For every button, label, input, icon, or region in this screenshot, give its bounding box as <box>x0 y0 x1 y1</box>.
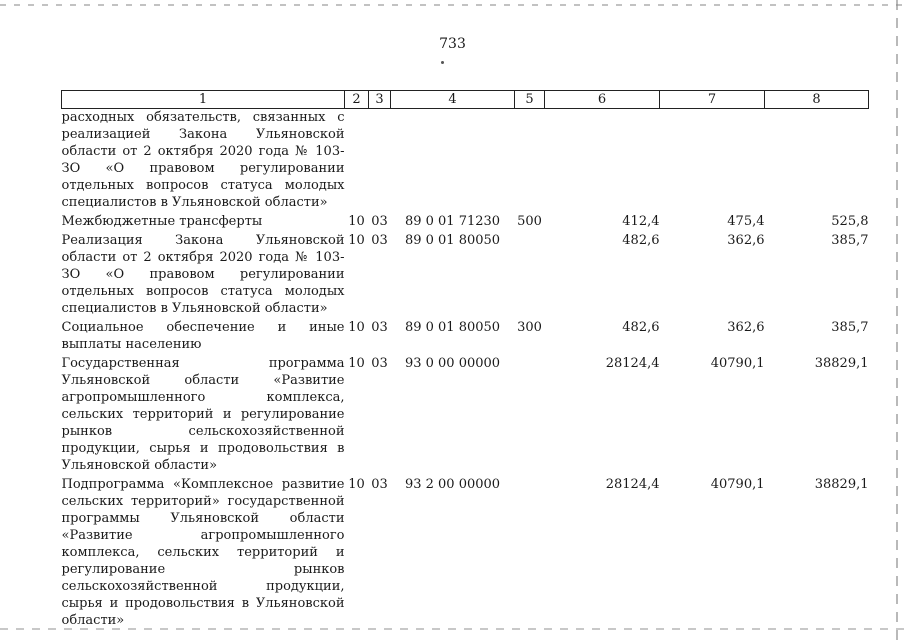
row-value-col8 <box>765 109 869 214</box>
row-section: 10 <box>348 320 365 335</box>
row-expense-type: 300 <box>517 320 542 335</box>
row-expense-type <box>515 476 545 629</box>
row-subsection: 03 <box>371 320 388 335</box>
row-expense-type <box>515 355 545 476</box>
row-name: Межбюджетные трансферты <box>61 214 263 229</box>
header-col-8: 8 <box>765 91 869 109</box>
row-section: 10 <box>348 214 365 229</box>
scan-edge-top <box>0 4 905 6</box>
table-row <box>62 109 869 214</box>
row-value-col8: 38829,1 <box>814 477 869 492</box>
row-value-col7: 362,6 <box>727 320 765 335</box>
row-value-col7: 40790,1 <box>710 477 765 492</box>
row-name: Подпрограмма «Комплексное развитие сельских территорий» государственной программы Ульяновской области «Развитие агропромышленного комплекса, сельских территорий и регулирование рынков сельскохозяйственной продукции, сырья и продовольствия в Ульяновской области» <box>61 477 345 628</box>
header-col-6: 6 <box>545 91 660 109</box>
row-expense-type <box>515 109 545 214</box>
header-col-5: 5 <box>515 91 545 109</box>
row-value-col8: 385,7 <box>831 233 869 248</box>
row-value-col7 <box>660 109 765 214</box>
row-value-col8: 385,7 <box>831 320 869 335</box>
row-subsection: 03 <box>371 356 388 371</box>
row-value-col6: 28124,4 <box>605 477 660 492</box>
header-col-7: 7 <box>660 91 765 109</box>
row-target-code: 89 0 01 80050 <box>404 233 501 248</box>
table-row <box>62 319 869 355</box>
row-subsection <box>369 109 391 214</box>
table-row <box>62 476 869 629</box>
row-target-code: 93 2 00 00000 <box>404 477 501 492</box>
scan-speck <box>441 61 444 64</box>
row-value-col8: 525,8 <box>831 214 869 229</box>
header-col-2: 2 <box>345 91 369 109</box>
row-value-col6: 28124,4 <box>605 356 660 371</box>
row-value-col7: 40790,1 <box>710 356 765 371</box>
row-section: 10 <box>348 477 365 492</box>
table-header-row <box>62 91 869 109</box>
page-number: 733 <box>439 36 466 52</box>
scan-edge-right <box>896 0 898 640</box>
table-row <box>62 232 869 319</box>
header-col-1: 1 <box>62 91 345 109</box>
row-section <box>345 109 369 214</box>
row-expense-type: 500 <box>517 214 542 229</box>
row-value-col6: 412,4 <box>622 214 660 229</box>
row-target-code: 93 0 00 00000 <box>404 356 501 371</box>
row-value-col6: 482,6 <box>622 233 660 248</box>
row-name: Реализация Закона Ульяновской области от 2 октября 2020 года № 103-ЗО «О правовом регулировании отдельных вопросов статуса молодых специалистов в Ульяновской области» <box>61 233 345 316</box>
row-target-code: 89 0 01 71230 <box>404 214 501 229</box>
budget-table <box>61 90 869 629</box>
row-value-col7: 362,6 <box>727 233 765 248</box>
row-target-code: 89 0 01 80050 <box>404 320 501 335</box>
row-name: Социальное обеспечение и иные выплаты населению <box>61 320 345 352</box>
row-subsection: 03 <box>371 214 388 229</box>
table-row <box>62 213 869 232</box>
header-col-4: 4 <box>391 91 515 109</box>
row-value-col7: 475,4 <box>727 214 765 229</box>
row-target-code <box>391 109 515 214</box>
table-body <box>62 109 869 630</box>
row-value-col6: 482,6 <box>622 320 660 335</box>
row-value-col6 <box>545 109 660 214</box>
row-value-col8: 38829,1 <box>814 356 869 371</box>
row-subsection: 03 <box>371 477 388 492</box>
header-col-3: 3 <box>369 91 391 109</box>
row-subsection: 03 <box>371 233 388 248</box>
row-name: расходных обязательств, связанных с реализацией Закона Ульяновской области от 2 октября 2020 года № 103-ЗО «О правовом регулировании отдельных вопросов статуса молодых специалистов в Ульяновской области» <box>61 110 345 210</box>
row-section: 10 <box>348 233 365 248</box>
table-row <box>62 355 869 476</box>
row-expense-type <box>515 232 545 319</box>
row-section: 10 <box>348 356 365 371</box>
row-name: Государственная программа Ульяновской области «Развитие агропромышленного комплекса, сельских территорий и регулирование рынков сельскохозяйственной продукции, сырья и продовольствия в Ульяновской области» <box>61 356 345 473</box>
